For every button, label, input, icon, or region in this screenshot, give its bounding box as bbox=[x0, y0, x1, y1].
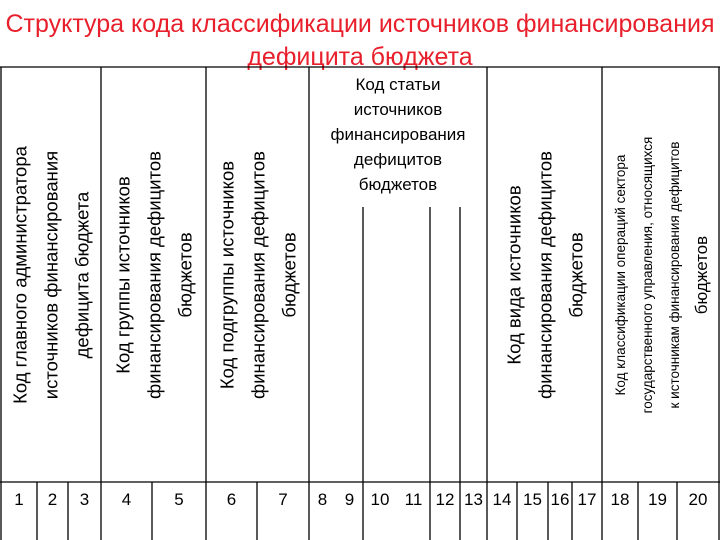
header-admin-line-1: Код главного администратора bbox=[9, 145, 31, 404]
header-operations-line-3: к источникам финансирования дефицитов bbox=[666, 141, 682, 408]
header-subgroup-cell bbox=[206, 67, 309, 482]
header-subgroup-line-2: финансирования дефицитов bbox=[247, 150, 268, 399]
header-subgroup-line-3: бюджетов bbox=[278, 231, 299, 318]
column-number: 12 bbox=[435, 490, 455, 509]
header-subgroup bbox=[211, 150, 304, 398]
header-statia bbox=[310, 72, 486, 197]
column-number: 3 bbox=[79, 490, 90, 509]
column-number: 1 bbox=[14, 490, 24, 509]
header-operations-line-1: Код классификации операций сектора bbox=[612, 154, 628, 395]
column-number: 4 bbox=[121, 490, 132, 509]
header-subgroup-line-1: Код подгруппы источников bbox=[216, 160, 237, 389]
title-line-2: дефицита бюджета bbox=[247, 43, 473, 71]
header-vid-line-1: Код вида источников bbox=[503, 184, 524, 365]
header-vid-line-3: бюджетов bbox=[565, 231, 586, 318]
header-vid-cell bbox=[487, 67, 602, 482]
column-number: 13 bbox=[464, 490, 483, 509]
header-operations-cell bbox=[602, 67, 719, 482]
header-statia-line-3: финансирования bbox=[330, 125, 466, 144]
column-number: 15 bbox=[523, 490, 542, 509]
column-number: 6 bbox=[226, 490, 237, 509]
header-group bbox=[107, 150, 200, 398]
header-group-line-2: финансирования дефицитов bbox=[143, 150, 164, 399]
title-line-1: Структура кода классификации источников финансирования bbox=[5, 10, 715, 38]
header-vid bbox=[498, 150, 591, 398]
column-number: 14 bbox=[492, 490, 512, 509]
column-number: 10 bbox=[370, 490, 390, 509]
column-number: 17 bbox=[577, 490, 597, 509]
column-number: 20 bbox=[688, 490, 708, 509]
header-admin bbox=[5, 146, 98, 404]
header-group-line-3: бюджетов bbox=[174, 231, 195, 318]
column-number: 9 bbox=[344, 490, 355, 509]
header-vid-line-2: финансирования дефицитов bbox=[534, 150, 555, 399]
column-number: 7 bbox=[278, 490, 288, 509]
column-number: 18 bbox=[610, 490, 630, 509]
header-admin-line-3: дефицита бюджета bbox=[71, 191, 93, 358]
column-number: 2 bbox=[47, 490, 58, 509]
column-number: 19 bbox=[648, 490, 667, 509]
column-number: 11 bbox=[404, 490, 423, 509]
column-number: 8 bbox=[317, 490, 328, 509]
column-number: 16 bbox=[550, 490, 570, 509]
header-statia-line-1: Код статьи bbox=[355, 75, 441, 94]
column-number: 5 bbox=[174, 490, 184, 509]
header-group-line-1: Код группы источников bbox=[112, 175, 133, 374]
header-group-cell bbox=[101, 67, 206, 482]
header-operations-line-2: государственного управления, относящихся bbox=[639, 136, 655, 413]
header-statia-line-4: дефицитов bbox=[353, 150, 443, 169]
header-admin-cell bbox=[1, 67, 101, 482]
header-admin-line-2: источников финансирования bbox=[40, 150, 62, 399]
header-statia-line-5: бюджетов bbox=[358, 175, 438, 194]
header-statia-line-2: источников bbox=[353, 100, 443, 119]
header-operations-line-4: бюджетов bbox=[691, 235, 711, 314]
header-operations bbox=[607, 136, 715, 413]
